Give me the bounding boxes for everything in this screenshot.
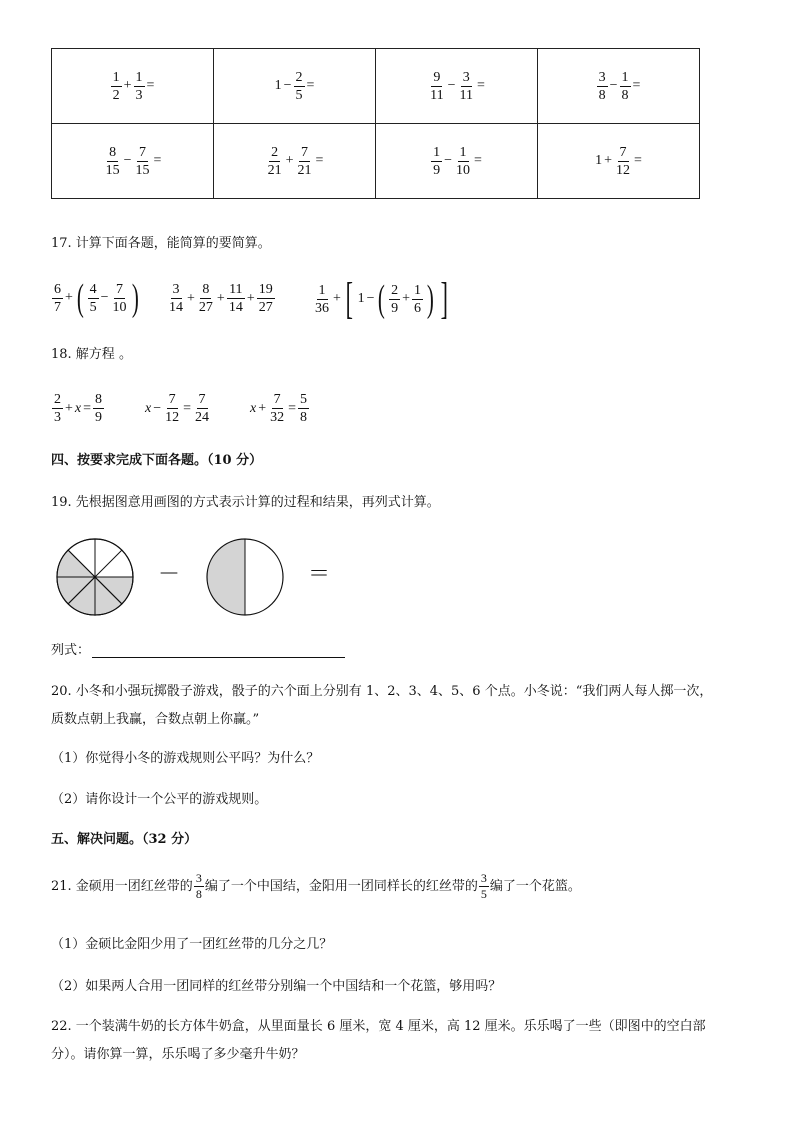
q22-line-2: 分）。请你算一算，乐乐喝了多少毫升牛奶？	[51, 1047, 305, 1062]
circle-halves	[204, 536, 286, 618]
table-cell: 8 15 − $\frac{7}{15}$ =	[52, 124, 214, 199]
circle-eighths	[54, 536, 136, 618]
q17-title: 17. 计算下面各题，能简算的要简算。	[51, 236, 271, 251]
q22-line-1: 22. 一个装满牛奶的长方体牛奶盒，从里面量长 6 厘米，宽 4 厘米，高 12 厘米。乐乐喝了一些（即图中的空白部	[51, 1019, 706, 1034]
q21-line: 21. 金硕用一团红丝带的 3 8 编了一个中国结，金阳用一团同样长的红丝带的 3 5 编了一个花篮。	[51, 871, 581, 901]
q18-equation-1: 2 3 + x = $\frac{8}{9}$	[54, 392, 103, 425]
table-cell: 2 21 + $\frac{7}{21}$ =	[214, 124, 376, 199]
q19-title: 19. 先根据图意用画图的方式表示计算的过程和结果，再列式计算。	[51, 495, 440, 510]
q18-equation-3: x + $\frac{7}{32}$ = $\frac{5}{8}$	[250, 392, 308, 425]
table-cell: 1 2 + $\frac{1}{3}$ =	[52, 49, 214, 124]
q20-sub-1: （1）你觉得小冬的游戏规则公平吗？为什么？	[51, 751, 320, 766]
table-cell: 1 + $\frac{7}{12}$ =	[538, 124, 700, 199]
q17-expression-3: 1 36 + [ 1 − ( 2 9 + $\frac{1}{6}$ ) ]	[315, 274, 448, 323]
fraction-table	[51, 48, 700, 199]
q21-sub-1: （1）金硕比金阳少用了一团红丝带的几分之几？	[51, 937, 333, 952]
q18-title: 18. 解方程 。	[51, 347, 132, 362]
q17-expression-2: 3 14 + $\frac{8}{27}$ + $\frac{11}{14}$ + $\frac{19}{27}$	[169, 282, 273, 315]
answer-blank[interactable]	[92, 656, 345, 658]
equals-sign: ＝	[308, 562, 331, 587]
q20-sub-2: （2）请你设计一个公平的游戏规则。	[51, 792, 268, 807]
q19-label: 列式：	[51, 643, 91, 658]
q21-sub-2: （2）如果两人合用一团同样的红丝带分别编一个中国结和一个花篮，够用吗？	[51, 979, 502, 994]
table-row	[52, 49, 700, 124]
table-cell: 1 9 − $\frac{1}{10}$ =	[376, 124, 538, 199]
q18-equation-2: x − $\frac{7}{12}$ = $\frac{7}{24}$	[145, 392, 210, 425]
minus-sign: －	[158, 562, 181, 587]
q20-line-1: 20. 小冬和小强玩掷骰子游戏，骰子的六个面上分别有 1、2、3、4、5、6 个点。小冬说：“我们两人每人掷一次，	[51, 684, 713, 699]
section-4-heading: 四、按要求完成下面各题。（10 分）	[51, 453, 263, 468]
q20-line-2: 质数点朝上我赢，合数点朝上你赢。”	[51, 712, 260, 727]
section-5-heading: 五、解决问题。（32 分）	[51, 832, 198, 847]
q17-expression-1: 6 7 + ( 4 5 − $\frac{7}{10}$ )	[54, 277, 140, 319]
table-row	[52, 124, 700, 199]
table-cell: 9 11 − $\frac{3}{11}$ =	[376, 49, 538, 124]
table-cell: 3 8 − $\frac{1}{8}$ =	[538, 49, 700, 124]
table-cell: 1 − $\frac{2}{5}$ =	[214, 49, 376, 124]
